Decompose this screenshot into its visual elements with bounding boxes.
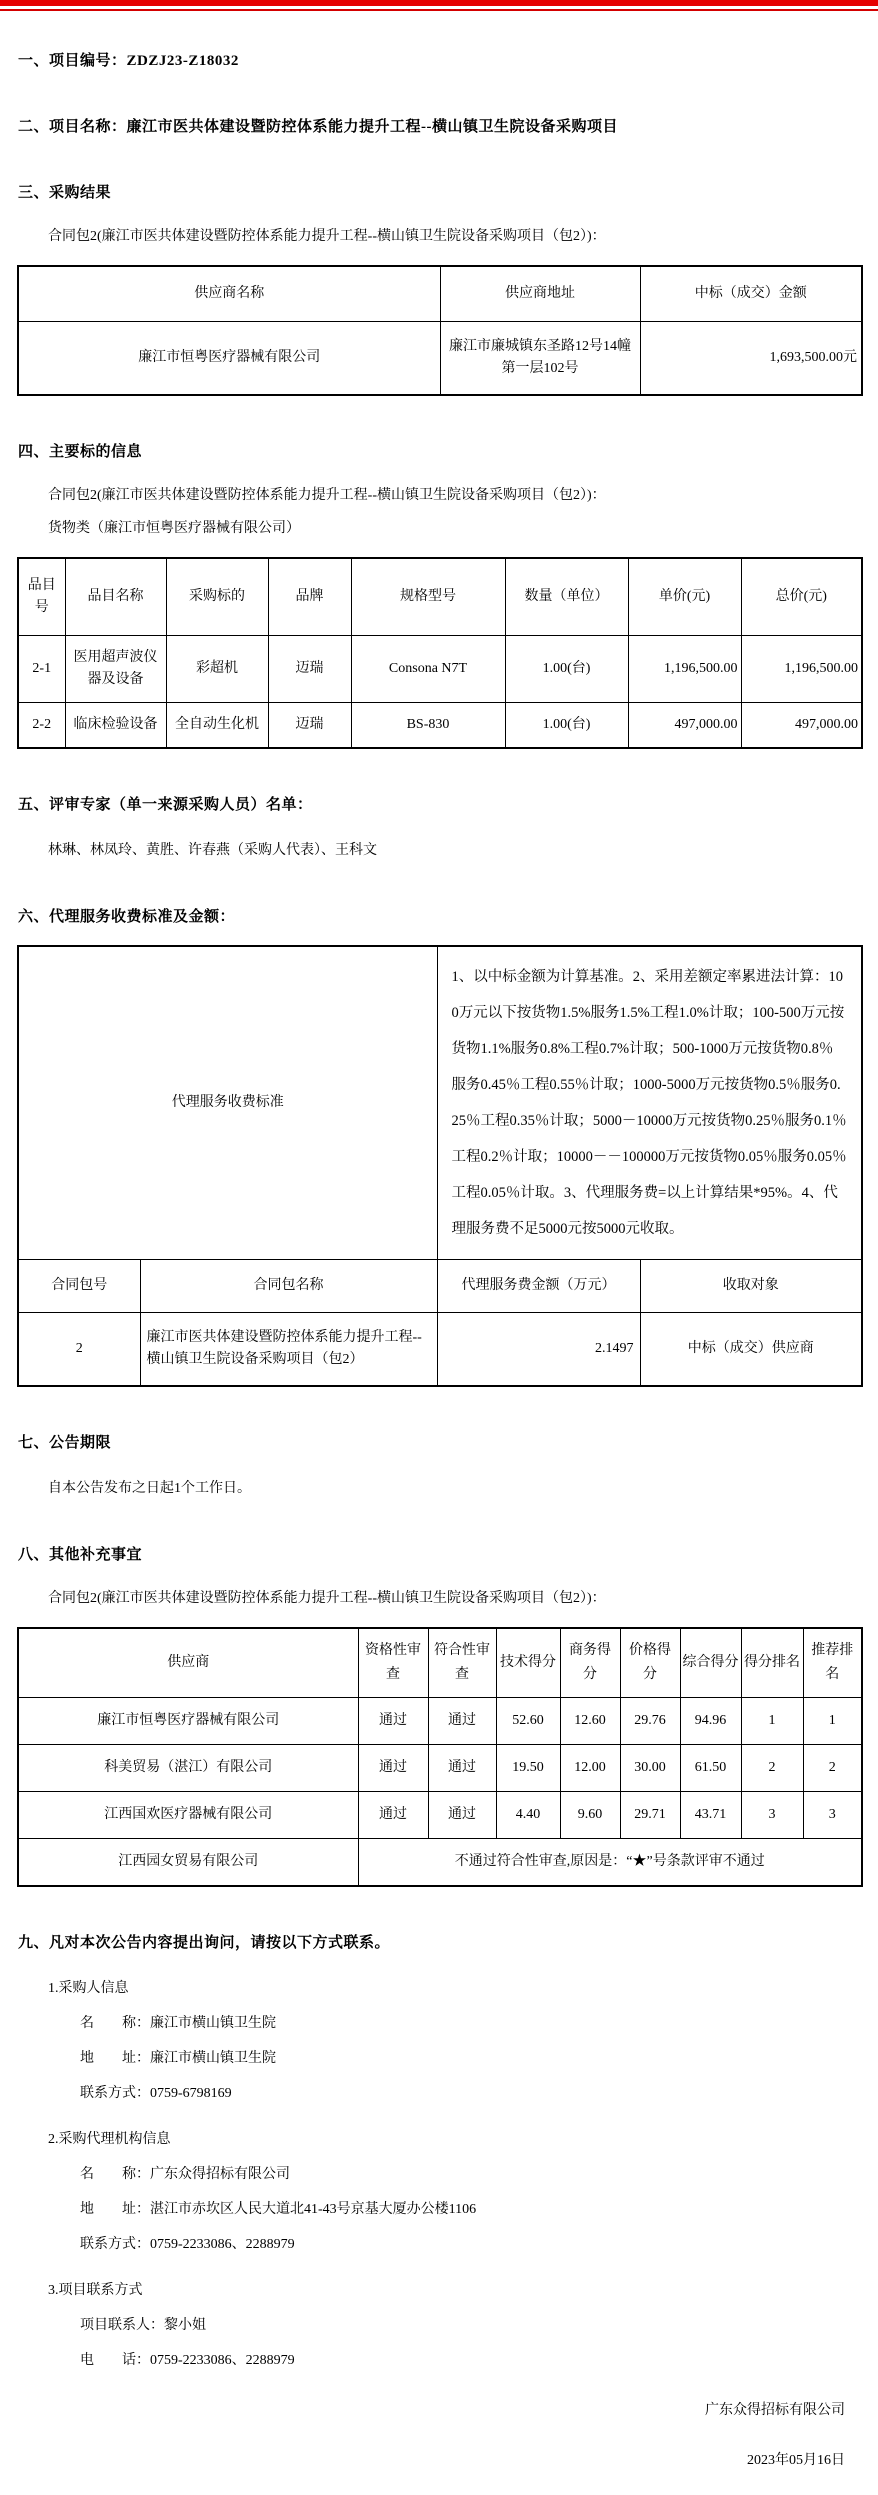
score-recommend-rank: 2 <box>803 1745 862 1792</box>
result-supplier-address: 廉江市廉城镇东圣路12号14幢第一层102号 <box>440 322 640 396</box>
agency-info <box>0 2130 878 2255</box>
bid-header-quantity: 数量（单位） <box>505 558 628 636</box>
score-row-1 <box>18 1698 862 1745</box>
project-tel: 0759-2233086、2288979 <box>150 2353 295 2368</box>
result-header-supplier-name: 供应商名称 <box>18 266 440 322</box>
section-8-heading: 八、其他补充事宜 <box>18 1547 143 1563</box>
purchaser-title: 1.采购人信息 <box>48 1981 129 1996</box>
bid-items-row-2 <box>18 703 862 749</box>
bid-item-model: Consona N7T <box>351 636 505 703</box>
section-3-intro: 合同包2(廉江市医共体建设暨防控体系能力提升工程--横山镇卫生院设备采购项目（包2）)： <box>48 229 606 244</box>
project-person-line <box>80 2316 860 2336</box>
bid-header-item-no: 品目号 <box>18 558 65 636</box>
score-recommend-rank: 3 <box>803 1792 862 1839</box>
purchaser-addr-line <box>80 2049 860 2069</box>
agency-title: 2.采购代理机构信息 <box>48 2132 171 2147</box>
bid-item-quantity: 1.00(台) <box>505 636 628 703</box>
fee-header-package-no: 合同包号 <box>18 1260 140 1313</box>
score-conformity: 通过 <box>428 1745 496 1792</box>
fee-header-payer: 收取对象 <box>640 1260 862 1313</box>
score-comprehensive: 61.50 <box>680 1745 741 1792</box>
score-price: 30.00 <box>620 1745 680 1792</box>
fee-payer: 中标（成交）供应商 <box>640 1313 862 1387</box>
agency-fee-standard-label: 代理服务收费标准 <box>18 946 437 1260</box>
purchaser-contact-line <box>80 2084 860 2104</box>
section-4-heading: 四、主要标的信息 <box>18 444 143 460</box>
score-header-score-rank: 得分排名 <box>741 1628 803 1698</box>
score-conformity: 通过 <box>428 1698 496 1745</box>
fee-package-no: 2 <box>18 1313 140 1387</box>
score-commercial: 12.00 <box>560 1745 620 1792</box>
agency-fee-standard-row <box>18 946 862 1260</box>
agency-fee-header-row <box>18 1260 862 1313</box>
bid-item-name: 临床检验设备 <box>65 703 166 749</box>
section-2-heading: 二、项目名称：廉江市医共体建设暨防控体系能力提升工程--横山镇卫生院设备采购项目 <box>18 119 618 135</box>
result-award-amount: 1,693,500.00元 <box>640 322 862 396</box>
bid-header-model: 规格型号 <box>351 558 505 636</box>
score-comprehensive: 94.96 <box>680 1698 741 1745</box>
bid-item-brand: 迈瑞 <box>268 703 351 749</box>
score-header-price: 价格得分 <box>620 1628 680 1698</box>
section-1-heading: 一、项目编号：ZDZJ23-Z18032 <box>18 53 239 69</box>
bid-item-quantity: 1.00(台) <box>505 703 628 749</box>
score-header-supplier: 供应商 <box>18 1628 358 1698</box>
bid-item-total-price: 497,000.00 <box>741 703 862 749</box>
score-fail-supplier: 江西园女贸易有限公司 <box>18 1839 358 1887</box>
score-qualification: 通过 <box>358 1698 428 1745</box>
purchaser-addr-label: 地 址： <box>80 2051 150 2066</box>
project-contact-title: 3.项目联系方式 <box>48 2283 143 2298</box>
footer-date: 2023年05月16日 <box>747 2453 845 2468</box>
section-4-intro-1: 合同包2(廉江市医共体建设暨防控体系能力提升工程--横山镇卫生院设备采购项目（包2）)： <box>48 488 606 503</box>
bid-item-model: BS-830 <box>351 703 505 749</box>
score-technical: 4.40 <box>496 1792 560 1839</box>
score-score-rank: 1 <box>741 1698 803 1745</box>
agency-contact-label: 联系方式： <box>80 2237 150 2252</box>
score-row-2 <box>18 1745 862 1792</box>
expert-list: 林琳、林凤玲、黄胜、许春燕（采购人代表）、王科文 <box>48 843 377 858</box>
purchaser-addr: 廉江市横山镇卫生院 <box>150 2051 276 2066</box>
score-row-3 <box>18 1792 862 1839</box>
score-commercial: 12.60 <box>560 1698 620 1745</box>
score-comprehensive: 43.71 <box>680 1792 741 1839</box>
bid-header-unit-price: 单价(元) <box>628 558 741 636</box>
agency-name: 广东众得招标有限公司 <box>150 2167 290 2182</box>
score-score-rank: 3 <box>741 1792 803 1839</box>
score-technical: 19.50 <box>496 1745 560 1792</box>
agency-addr-line <box>80 2200 860 2220</box>
score-header-conformity: 符合性审查 <box>428 1628 496 1698</box>
result-header-supplier-address: 供应商地址 <box>440 266 640 322</box>
bid-item-name: 医用超声波仪器及设备 <box>65 636 166 703</box>
score-score-rank: 2 <box>741 1745 803 1792</box>
score-price: 29.71 <box>620 1792 680 1839</box>
bid-item-unit-price: 1,196,500.00 <box>628 636 741 703</box>
agency-name-line <box>80 2165 860 2185</box>
top-red-rule <box>0 9 878 11</box>
score-conformity: 通过 <box>428 1792 496 1839</box>
project-person-label: 项目联系人： <box>80 2318 164 2333</box>
result-table <box>17 265 863 396</box>
score-recommend-rank: 1 <box>803 1698 862 1745</box>
score-qualification: 通过 <box>358 1792 428 1839</box>
fee-header-fee-amount: 代理服务费金额（万元） <box>437 1260 640 1313</box>
result-header-award-amount: 中标（成交）金额 <box>640 266 862 322</box>
section-6-heading: 六、代理服务收费标准及金额： <box>18 909 236 925</box>
score-supplier: 江西国欢医疗器械有限公司 <box>18 1792 358 1839</box>
bid-item-total-price: 1,196,500.00 <box>741 636 862 703</box>
score-header-recommend-rank: 推荐排名 <box>803 1628 862 1698</box>
result-table-row <box>18 322 862 396</box>
section-4-intro-2: 货物类（廉江市恒粤医疗器械有限公司） <box>48 521 300 536</box>
agency-contact: 0759-2233086、2288979 <box>150 2237 295 2252</box>
section-7-heading: 七、公告期限 <box>18 1435 112 1451</box>
score-header-technical: 技术得分 <box>496 1628 560 1698</box>
bid-header-subject: 采购标的 <box>166 558 268 636</box>
agency-fee-data-row <box>18 1313 862 1387</box>
score-fail-reason: 不通过符合性审查,原因是：“★”号条款评审不通过 <box>358 1839 862 1887</box>
announcement-period: 自本公告发布之日起1个工作日。 <box>48 1481 251 1496</box>
section-9-heading: 九、凡对本次公告内容提出询问，请按以下方式联系。 <box>18 1935 391 1951</box>
bid-item-subject: 全自动生化机 <box>166 703 268 749</box>
purchaser-info <box>0 1979 878 2104</box>
purchaser-name-line <box>80 2014 860 2034</box>
score-technical: 52.60 <box>496 1698 560 1745</box>
score-table <box>17 1627 863 1887</box>
score-header-comprehensive: 综合得分 <box>680 1628 741 1698</box>
purchaser-contact: 0759-6798169 <box>150 2086 232 2101</box>
score-fail-row <box>18 1839 862 1887</box>
bid-header-brand: 品牌 <box>268 558 351 636</box>
bid-header-total-price: 总价(元) <box>741 558 862 636</box>
result-table-header-row <box>18 266 862 322</box>
fee-amount: 2.1497 <box>437 1313 640 1387</box>
agency-contact-line <box>80 2235 860 2255</box>
score-supplier: 科美贸易（湛江）有限公司 <box>18 1745 358 1792</box>
section-3-heading: 三、采购结果 <box>18 185 112 201</box>
agency-fee-standard-text: 1、以中标金额为计算基准。2、采用差额定率累进法计算：100万元以下按货物1.5%服务1.5%工程1.0%计取；100-500万元按货物1.1%服务0.8%工程0.7%计取；500-1000万元按货物0.8％服务0.45％工程0.55％计取；1000-5000万元按货物0.5％服务0.25％工程0.35％计取；5000－10000万元按货物0.25％服务0.1％工程0.2％计取；10000－－100000万元按货物0.05％服务0.05％工程0.05％计取。3、代理服务费=以上计算结果*95%。4、代理服务费不足5000元按5000元收取。 <box>437 946 862 1260</box>
agency-addr-label: 地 址： <box>80 2202 150 2217</box>
score-commercial: 9.60 <box>560 1792 620 1839</box>
footer-org: 广东众得招标有限公司 <box>705 2403 845 2418</box>
purchaser-name-label: 名 称： <box>80 2016 150 2031</box>
project-person: 黎小姐 <box>164 2318 206 2333</box>
score-qualification: 通过 <box>358 1745 428 1792</box>
score-price: 29.76 <box>620 1698 680 1745</box>
project-tel-line <box>80 2351 860 2371</box>
section-8-intro: 合同包2(廉江市医共体建设暨防控体系能力提升工程--横山镇卫生院设备采购项目（包2）)： <box>48 1591 606 1606</box>
bid-items-table <box>17 557 863 749</box>
bid-items-row-1 <box>18 636 862 703</box>
bid-item-brand: 迈瑞 <box>268 636 351 703</box>
agency-fee-table <box>17 945 863 1387</box>
fee-header-package-name: 合同包名称 <box>140 1260 437 1313</box>
bid-header-item-name: 品目名称 <box>65 558 166 636</box>
result-supplier-name: 廉江市恒粤医疗器械有限公司 <box>18 322 440 396</box>
score-supplier: 廉江市恒粤医疗器械有限公司 <box>18 1698 358 1745</box>
bid-item-no: 2-2 <box>18 703 65 749</box>
fee-package-name: 廉江市医共体建设暨防控体系能力提升工程--横山镇卫生院设备采购项目（包2） <box>140 1313 437 1387</box>
purchaser-name: 廉江市横山镇卫生院 <box>150 2016 276 2031</box>
project-tel-label: 电 话： <box>80 2353 150 2368</box>
bid-item-subject: 彩超机 <box>166 636 268 703</box>
agency-addr: 湛江市赤坎区人民大道北41-43号京基大厦办公楼1106 <box>150 2202 477 2217</box>
project-contact-info <box>0 2281 878 2371</box>
score-header-qualification: 资格性审查 <box>358 1628 428 1698</box>
bid-item-unit-price: 497,000.00 <box>628 703 741 749</box>
score-header-row <box>18 1628 862 1698</box>
agency-name-label: 名 称： <box>80 2167 150 2182</box>
purchaser-contact-label: 联系方式： <box>80 2086 150 2101</box>
bid-item-no: 2-1 <box>18 636 65 703</box>
score-header-commercial: 商务得分 <box>560 1628 620 1698</box>
bid-items-header-row <box>18 558 862 636</box>
section-5-heading: 五、评审专家（单一来源采购人员）名单： <box>18 797 313 813</box>
